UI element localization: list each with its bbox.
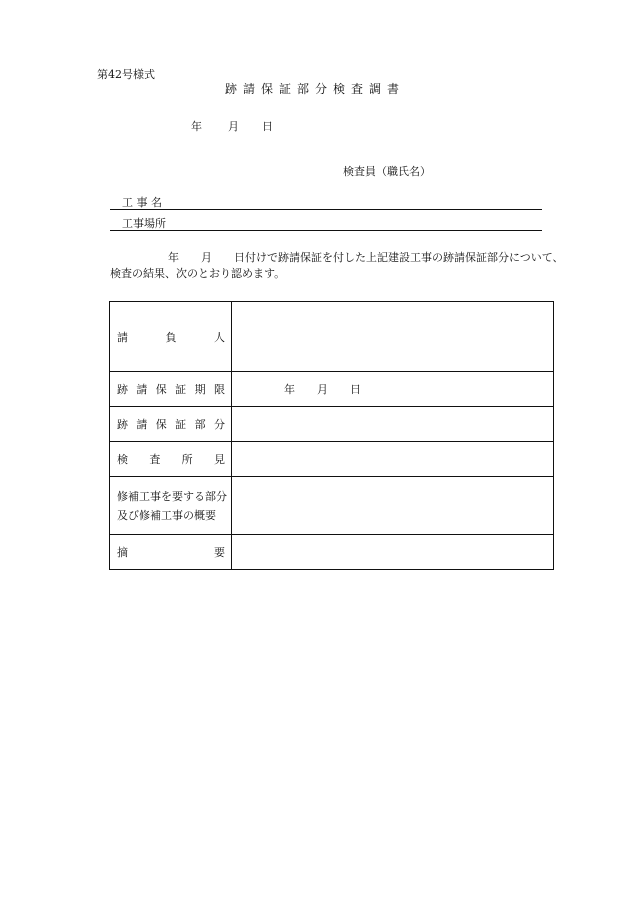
label-char: 所 (181, 453, 193, 466)
para-month: 月 (201, 251, 212, 264)
contractor-label-cell (110, 302, 232, 372)
contractor-label (110, 329, 231, 345)
label-char: 人 (214, 330, 225, 344)
label-char: 要 (214, 546, 225, 559)
project-name-label: 工 事 名 (122, 196, 162, 209)
para-text: 日付けで跡請保証を付した上記建設工事の跡請保証部分について、検査の結果、次のとおり認めます。 (110, 251, 564, 280)
warranty-month: 月 (317, 383, 328, 396)
remarks-label (110, 544, 231, 560)
table-row (110, 442, 554, 477)
label-char: 負 (165, 330, 177, 344)
table-row (110, 535, 554, 570)
label-char: 保 (155, 383, 167, 396)
label-char: 検 (117, 453, 128, 466)
inspection-findings-label (110, 451, 231, 467)
project-site-field[interactable] (110, 215, 542, 231)
warranty-part-label-cell (110, 407, 232, 442)
label-char: 部 (194, 418, 206, 431)
warranty-part-value-cell[interactable] (232, 407, 554, 442)
warranty-year: 年 (284, 383, 295, 396)
warranty-period-label-cell (110, 372, 232, 407)
table-row (110, 302, 554, 372)
inspection-findings-value-cell[interactable] (232, 442, 554, 477)
repair-label-line1: 修補工事を要する部分 (117, 489, 227, 503)
warranty-day: 日 (350, 383, 361, 396)
inspection-paragraph (110, 250, 570, 282)
date-day: 日 (262, 120, 273, 133)
warranty-period-value-cell[interactable] (232, 372, 554, 407)
contractor-value-cell[interactable] (232, 302, 554, 372)
repair-value-cell[interactable] (232, 477, 554, 535)
warranty-part-label (110, 416, 231, 432)
table-row (110, 477, 554, 535)
label-char: 保 (155, 418, 167, 431)
repair-label (110, 487, 231, 525)
label-char: 跡 (117, 383, 128, 396)
remarks-label-cell (110, 535, 232, 570)
table-row (110, 372, 554, 407)
repair-label-line2: 及び修補工事の概要 (117, 508, 216, 522)
para-year: 年 (168, 251, 179, 264)
project-name-field[interactable] (110, 194, 542, 210)
form-number: 第42号様式 (97, 68, 155, 81)
date-month: 月 (228, 120, 239, 133)
label-char: 証 (175, 418, 187, 431)
label-char: 跡 (117, 418, 128, 431)
label-char: 査 (149, 453, 161, 466)
label-char: 請 (136, 383, 148, 396)
repair-label-cell (110, 477, 232, 535)
project-site-label: 工事場所 (122, 217, 166, 230)
warranty-period-label (110, 381, 231, 397)
document-title: 跡請保証部分検査調書 (224, 82, 405, 96)
table-row (110, 407, 554, 442)
label-char: 摘 (117, 546, 128, 559)
warranty-period-date (232, 381, 553, 397)
label-char: 証 (175, 383, 187, 396)
inspection-findings-label-cell (110, 442, 232, 477)
label-char: 請 (117, 330, 128, 344)
inspector-label: 検査員（職氏名） (343, 165, 431, 178)
label-char: 期 (194, 383, 206, 396)
inspection-table (109, 301, 554, 570)
label-char: 分 (213, 418, 225, 431)
label-char: 見 (213, 453, 225, 466)
remarks-value-cell[interactable] (232, 535, 554, 570)
date-year: 年 (191, 120, 202, 133)
label-char: 請 (136, 418, 148, 431)
label-char: 限 (213, 383, 225, 396)
